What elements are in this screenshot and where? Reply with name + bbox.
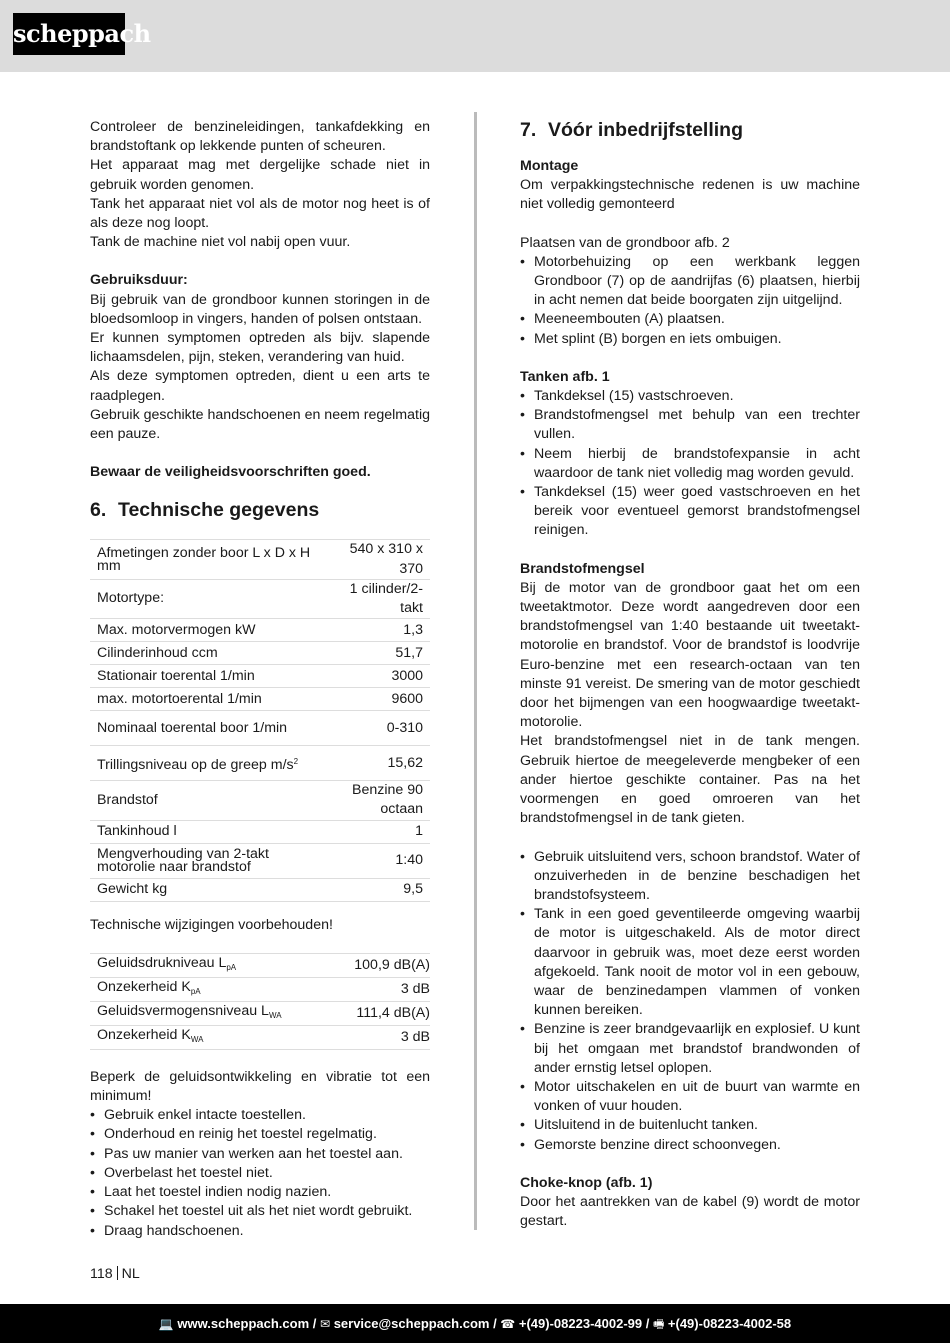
intro-paragraph: Het apparaat mag met dergelijke schade niet in gebruik worden genomen.	[90, 157, 430, 193]
limit-noise-list	[90, 1106, 430, 1240]
noise-label: Geluidsvermogensniveau $L_{WA}$	[90, 1001, 334, 1025]
phone-icon: ☎	[500, 1317, 516, 1331]
noise-value: 3 dB	[334, 1025, 430, 1049]
table-row	[90, 977, 430, 1001]
table-row	[90, 1025, 430, 1049]
spec-value: 51,7	[326, 642, 430, 665]
table-row	[90, 711, 430, 746]
table-row	[90, 665, 430, 688]
table-row	[90, 540, 430, 579]
refuel-list	[520, 387, 860, 541]
section-6-heading	[90, 498, 430, 522]
list-item: • Tankdeksel (15) vastschroeven.	[520, 387, 860, 406]
column-divider	[474, 112, 477, 1230]
spec-label: Afmetingen zonder boor L x D x H mm	[90, 540, 326, 579]
montage-heading: Montage	[520, 158, 579, 174]
right-column	[520, 118, 860, 1231]
list-item: • Schakel het toestel uit als het niet wordt gebruikt.	[90, 1202, 430, 1221]
section-number: 6.	[90, 499, 107, 522]
section-title: Technische gegevens	[118, 499, 320, 522]
technical-changes-note: Technische wijzigingen voorbehouden!	[90, 916, 333, 933]
list-item: • Tank in een goed geventileerde omgeving waarbij de motor is uitgeschakeld. Als de motor direct daarvoor in gebruik was, moet deze eerst worden afgekoeld. Tank nooit de motor vol in een gebouw, waar de benzinedampen vlammen of vonken kunnen bereiken.	[520, 905, 860, 1020]
spec-label: Cilinderinhoud ccm	[90, 642, 326, 665]
table-row	[90, 579, 430, 618]
table-row	[90, 642, 430, 665]
spec-value: 1	[326, 820, 430, 843]
choke-heading: Choke-knop (afb. 1)	[520, 1174, 653, 1191]
spec-value: 1:40	[326, 843, 430, 878]
usage-paragraph: Bij gebruik van de grondboor kunnen storingen in de bloedsomloop in vingers, handen of polsen ontstaan.	[90, 291, 430, 327]
page-footer: 💻 www.scheppach.com / ✉ service@scheppach.com / ☎ +(49)-08223-4002-99 / 🖷 +(49)-08223-4002-58	[0, 1304, 950, 1343]
table-row	[90, 688, 430, 711]
keep-instructions-note: Bewaar de veiligheidsvoorschriften goed.	[90, 464, 371, 481]
superscript: 2	[293, 756, 299, 766]
fuel-mixture-paragraph: Het brandstofmengsel niet in de tank mengen. Gebruik hiertoe de meegeleverde mengbeker of een ander hiertoe geschikte container. Pas na het voormengen en goed omroeren van het brandstofmengsel in de tank gieten.	[520, 733, 860, 827]
noise-value: 3 dB	[334, 977, 430, 1001]
intro-paragraph: Controleer de benzineleidingen, tankafdekking en brandstoftank op lekkende punten of scheuren.	[90, 119, 430, 155]
table-row	[90, 781, 430, 820]
page-header	[0, 0, 950, 72]
noise-label: Onzekerheid $K_{pA}$	[90, 977, 334, 1001]
list-item: • Benzine is zeer brandgevaarlijk en explosief. U kunt bij het omgaan met brandstof brandwonden of ander ernstig letsel oplopen.	[520, 1020, 860, 1078]
section-title: Vóór inbedrijfstelling	[548, 119, 744, 141]
spec-label: Tankinhoud l	[90, 820, 326, 843]
noise-values-table	[90, 953, 430, 1050]
usage-paragraph: Er kunnen symptomen optreden als bijv. slapende lichaamsdelen, pijn, steken, verandering van huid.	[90, 330, 430, 366]
list-item: • Meeneembouten (A) plaatsen.	[520, 310, 860, 329]
list-item: • Onderhoud en reinig het toestel regelmatig.	[90, 1125, 430, 1144]
section-7-heading	[520, 118, 860, 142]
list-item: • Gemorste benzine direct schoonvegen.	[520, 1136, 860, 1155]
fax-number: +(49)-08223-4002-58	[667, 1316, 792, 1331]
fuel-safety-list	[520, 848, 860, 1155]
limit-noise-paragraph: Beperk de geluidsontwikkeling en vibratie tot een minimum!	[90, 1068, 430, 1105]
intro-paragraph: Tank de machine niet vol nabij open vuur.	[90, 234, 351, 251]
list-item: • Pas uw manier van werken aan het toestel aan.	[90, 1145, 430, 1164]
page-number-separator	[117, 1266, 118, 1280]
section-number: 7.	[520, 119, 537, 141]
list-item: • Motorbehuizing op een werkbank leggen Grondboor (7) op de aandrijfas (6) plaatsen, hierbij in acht nemen dat beide boorgaten zijn uitgelijnd.	[520, 253, 860, 311]
list-item: • Motor uitschakelen en uit de buurt van warmte en vonken of vuur houden.	[520, 1078, 860, 1116]
table-row	[90, 820, 430, 843]
list-item: • Overbelast het toestel niet.	[90, 1164, 430, 1183]
intro-paragraph: Tank het apparaat niet vol als de motor nog heet is of als deze nog loopt.	[90, 195, 430, 232]
page-number	[90, 1265, 140, 1283]
spec-value: 1 cilinder/2-takt	[326, 579, 430, 618]
spec-value: Benzine 90 octaan	[326, 781, 430, 820]
technical-data-table	[90, 539, 430, 901]
table-row	[90, 878, 430, 901]
noise-label: Onzekerheid $K_{WA}$	[90, 1025, 334, 1049]
spec-value: 15,62	[326, 746, 430, 781]
fax-icon: 🖷	[652, 1317, 665, 1331]
mounting-heading: Plaatsen van de grondboor afb. 2	[520, 234, 730, 251]
refuel-heading: Tanken afb. 1	[520, 368, 610, 385]
scheppach-logo: scheppach	[13, 13, 125, 55]
list-item: • Uitsluitend in de buitenlucht tanken.	[520, 1116, 860, 1135]
fuel-mixture-heading: Brandstofmengsel	[520, 560, 645, 577]
list-item: • Met splint (B) borgen en iets ombuigen.	[520, 330, 860, 349]
table-row	[90, 746, 430, 781]
website-link[interactable]: www.scheppach.com	[177, 1316, 310, 1331]
spec-label: Mengverhouding van 2-takt motorolie naar brandstof	[90, 843, 326, 878]
language-code: NL	[121, 1266, 140, 1282]
spec-value: 9600	[326, 688, 430, 711]
spec-label: Trillingsniveau op de greep $m/s^2$	[90, 746, 326, 781]
spec-value: 3000	[326, 665, 430, 688]
spec-value: 1,3	[326, 619, 430, 642]
spec-label: Max. motorvermogen kW	[90, 619, 326, 642]
list-item: • Tankdeksel (15) weer goed vastschroeven en het bereik voor eventueel gemorst brandstofmengsel reinigen.	[520, 483, 860, 541]
left-column	[90, 118, 430, 1241]
choke-paragraph: Door het aantrekken van de kabel (9) wordt de motor gestart.	[520, 1193, 860, 1230]
table-row	[90, 843, 430, 878]
noise-value: 100,9 dB(A)	[334, 953, 430, 977]
table-row	[90, 619, 430, 642]
usage-heading: Gebruiksduur:	[90, 272, 188, 289]
list-item: • Draag handschoenen.	[90, 1222, 430, 1241]
usage-paragraph: Gebruik geschikte handschoenen en neem regelmatig een pauze.	[90, 406, 430, 443]
list-item: • Gebruik enkel intacte toestellen.	[90, 1106, 430, 1125]
spec-value: 540 x 310 x 370	[326, 540, 430, 579]
montage-paragraph: Om verpakkingstechnische redenen is uw machine niet volledig gemonteerd	[520, 177, 860, 213]
mounting-list	[520, 253, 860, 349]
spec-label: max. motortoerental 1/min	[90, 688, 326, 711]
spec-label: Gewicht kg	[90, 878, 326, 901]
mail-icon: ✉	[320, 1317, 331, 1331]
table-row	[90, 1001, 430, 1025]
computer-icon: 💻	[158, 1317, 174, 1331]
list-item: • Brandstofmengsel met behulp van een trechter vullen.	[520, 406, 860, 444]
phone-number: +(49)-08223-4002-99	[518, 1316, 643, 1331]
spec-label: Brandstof	[90, 781, 326, 820]
spec-label: Nominaal toerental boor 1/min	[90, 711, 326, 746]
usage-paragraph: Als deze symptomen optreden, dient u een arts te raadplegen.	[90, 368, 430, 404]
noise-label: Geluidsdrukniveau $L_{pA}$	[90, 953, 334, 977]
list-item: • Gebruik uitsluitend vers, schoon brandstof. Water of onzuiverheden in de benzine beschadigen het brandstofsysteem.	[520, 848, 860, 906]
spec-value: 9,5	[326, 878, 430, 901]
list-item: • Laat het toestel indien nodig nazien.	[90, 1183, 430, 1202]
spec-label: Motortype:	[90, 579, 326, 618]
noise-value: 111,4 dB(A)	[334, 1001, 430, 1025]
spec-label: Stationair toerental 1/min	[90, 665, 326, 688]
page-number-value: 118	[90, 1266, 113, 1282]
email-link[interactable]: service@scheppach.com	[333, 1316, 490, 1331]
list-item: • Neem hierbij de brandstofexpansie in acht waardoor de tank niet volledig mag worden gevuld.	[520, 445, 860, 483]
spec-value: 0-310	[326, 711, 430, 746]
fuel-mixture-paragraph: Bij de motor van de grondboor gaat het om een tweetaktmotor. Deze wordt aangedreven door een brandstofmengsel van 1:40 bestaande uit tweetakt-motorolie en brandstof. Voor de brandstof is loodvrije Euro-benzine met een research-octaan van ten minste 91 vereist. De smering van de motor geschiedt door het bijmengen van een hoogwaardige tweetakt-motorolie.	[520, 579, 860, 731]
table-row	[90, 953, 430, 977]
